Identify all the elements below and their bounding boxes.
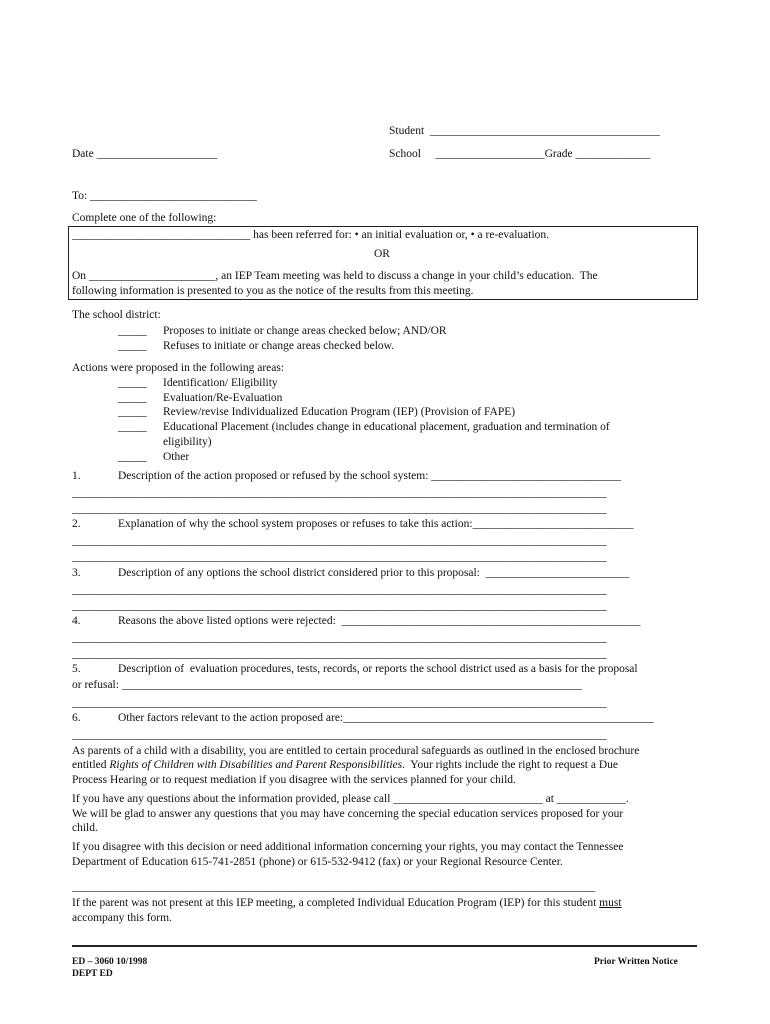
question-4: Reasons the above listed options were rejected: ____________________________________________________ [118, 615, 641, 627]
action-placement: Educational Placement (includes change in educational placement, graduation and termination of [163, 421, 610, 433]
student-field: Student ________________________________________ [389, 125, 660, 137]
disagree-contact: If you disagree with this decision or need additional information concerning your rights, you may contact the Tennessee [72, 841, 624, 853]
absent-parent-note: If the parent was not present at this IEP meeting, a completed Individual Education Program (IEP) for this student must [72, 897, 622, 909]
iep-meeting-line-2: following information is presented to you as the notice of the results from this meeting. [72, 285, 474, 297]
question-2: Explanation of why the school system proposes or refuses to take this action:____________________________ [118, 518, 634, 530]
checkbox-blank: _____ [118, 325, 147, 337]
question-1: Description of the action proposed or refused by the school system: _________________________________ [118, 470, 622, 482]
disagree-contact-2: Department of Education 615-741-2851 (phone) or 615-532-9412 (fax) or your Regional Resource Center. [72, 856, 563, 868]
answer-line: _____________________________________________________________________________________________ [72, 503, 607, 515]
action-identification: Identification/ Eligibility [163, 377, 278, 389]
brochure-title: Rights of Children with Disabilities and Parent Responsibilities [109, 759, 403, 771]
checkbox-blank: _____ [118, 340, 147, 352]
question-2-number: 2. [72, 518, 81, 530]
complete-instruction: Complete one of the following: [72, 212, 217, 224]
referral-line: _______________________________ has been referred for: • an initial evaluation or, • a re-evaluation. [72, 229, 550, 241]
question-3-number: 3. [72, 567, 81, 579]
checkbox-blank: _____ [118, 421, 147, 433]
safeguards-text-3: Process Hearing or to request mediation if you disagree with the services planned for your child. [72, 774, 516, 786]
question-4-number: 4. [72, 615, 81, 627]
answer-line: _____________________________________________________________________________________________ [72, 697, 607, 709]
question-3: Description of any options the school district considered prior to this proposal: _________________________ [118, 567, 630, 579]
must-emphasis: must [599, 897, 622, 909]
questions-contact-3: child. [72, 822, 98, 834]
question-5-number: 5. [72, 663, 81, 675]
question-5: Description of evaluation procedures, tests, records, or reports the school district used as a basis for the proposal [118, 663, 638, 675]
checkbox-blank: _____ [118, 377, 147, 389]
district-heading: The school district: [72, 309, 161, 321]
answer-line: _____________________________________________________________________________________________ [72, 584, 607, 596]
answer-line: _____________________________________________________________________________________________ [72, 600, 607, 612]
answer-line: _____________________________________________________________________________________________ [72, 535, 607, 547]
questions-contact: If you have any questions about the information provided, please call __________________________ at ____________. [72, 793, 629, 805]
checkbox-blank: _____ [118, 406, 147, 418]
school-grade-field: School ___________________Grade _____________ [389, 148, 651, 160]
checkbox-blank: _____ [118, 392, 147, 404]
question-5-cont: or refusal: ________________________________________________________________________________ [72, 679, 582, 691]
propose-option: Proposes to initiate or change areas checked below; AND/OR [163, 325, 447, 337]
footer-divider [72, 945, 697, 947]
date-field: Date _____________________ [72, 148, 218, 160]
signature-line: ___________________________________________________________________________________________ [72, 881, 596, 893]
safeguards-text: As parents of a child with a disability, you are entitled to certain procedural safeguards as outlined in the enclosed brochure [72, 745, 640, 757]
form-code: ED – 3060 10/1998 [72, 957, 148, 967]
form-title: Prior Written Notice [594, 957, 678, 967]
refuse-option: Refuses to initiate or change areas checked below. [163, 340, 395, 352]
to-field: To: _____________________________ [72, 190, 257, 202]
answer-line: _____________________________________________________________________________________________ [72, 648, 607, 660]
action-iep-review: Review/revise Individualized Education Program (IEP) (Provision of FAPE) [163, 406, 516, 418]
questions-contact-2: We will be glad to answer any questions that you may have concerning the special education services proposed for your [72, 808, 624, 820]
absent-parent-note-2: accompany this form. [72, 912, 172, 924]
action-placement-cont: eligibility) [163, 436, 212, 448]
form-dept: DEPT ED [72, 969, 113, 979]
question-6-number: 6. [72, 712, 81, 724]
actions-heading: Actions were proposed in the following areas: [72, 362, 285, 374]
iep-meeting-line: On ______________________, an IEP Team meeting was held to discuss a change in your child’s education. The [72, 270, 598, 282]
answer-line: _____________________________________________________________________________________________ [72, 632, 607, 644]
action-other: Other [163, 451, 190, 463]
answer-line: _____________________________________________________________________________________________ [72, 551, 607, 563]
answer-line: _____________________________________________________________________________________________ [72, 729, 607, 741]
or-separator: OR [374, 248, 390, 260]
action-evaluation: Evaluation/Re-Evaluation [163, 392, 283, 404]
question-6: Other factors relevant to the action proposed are:______________________________________________________ [118, 712, 654, 724]
safeguards-text-2: entitled Rights of Children with Disabilities and Parent Responsibilities. Your rights include the right to request a Due [72, 759, 619, 771]
checkbox-blank: _____ [118, 451, 147, 463]
answer-line: _____________________________________________________________________________________________ [72, 487, 607, 499]
question-1-number: 1. [72, 470, 81, 482]
